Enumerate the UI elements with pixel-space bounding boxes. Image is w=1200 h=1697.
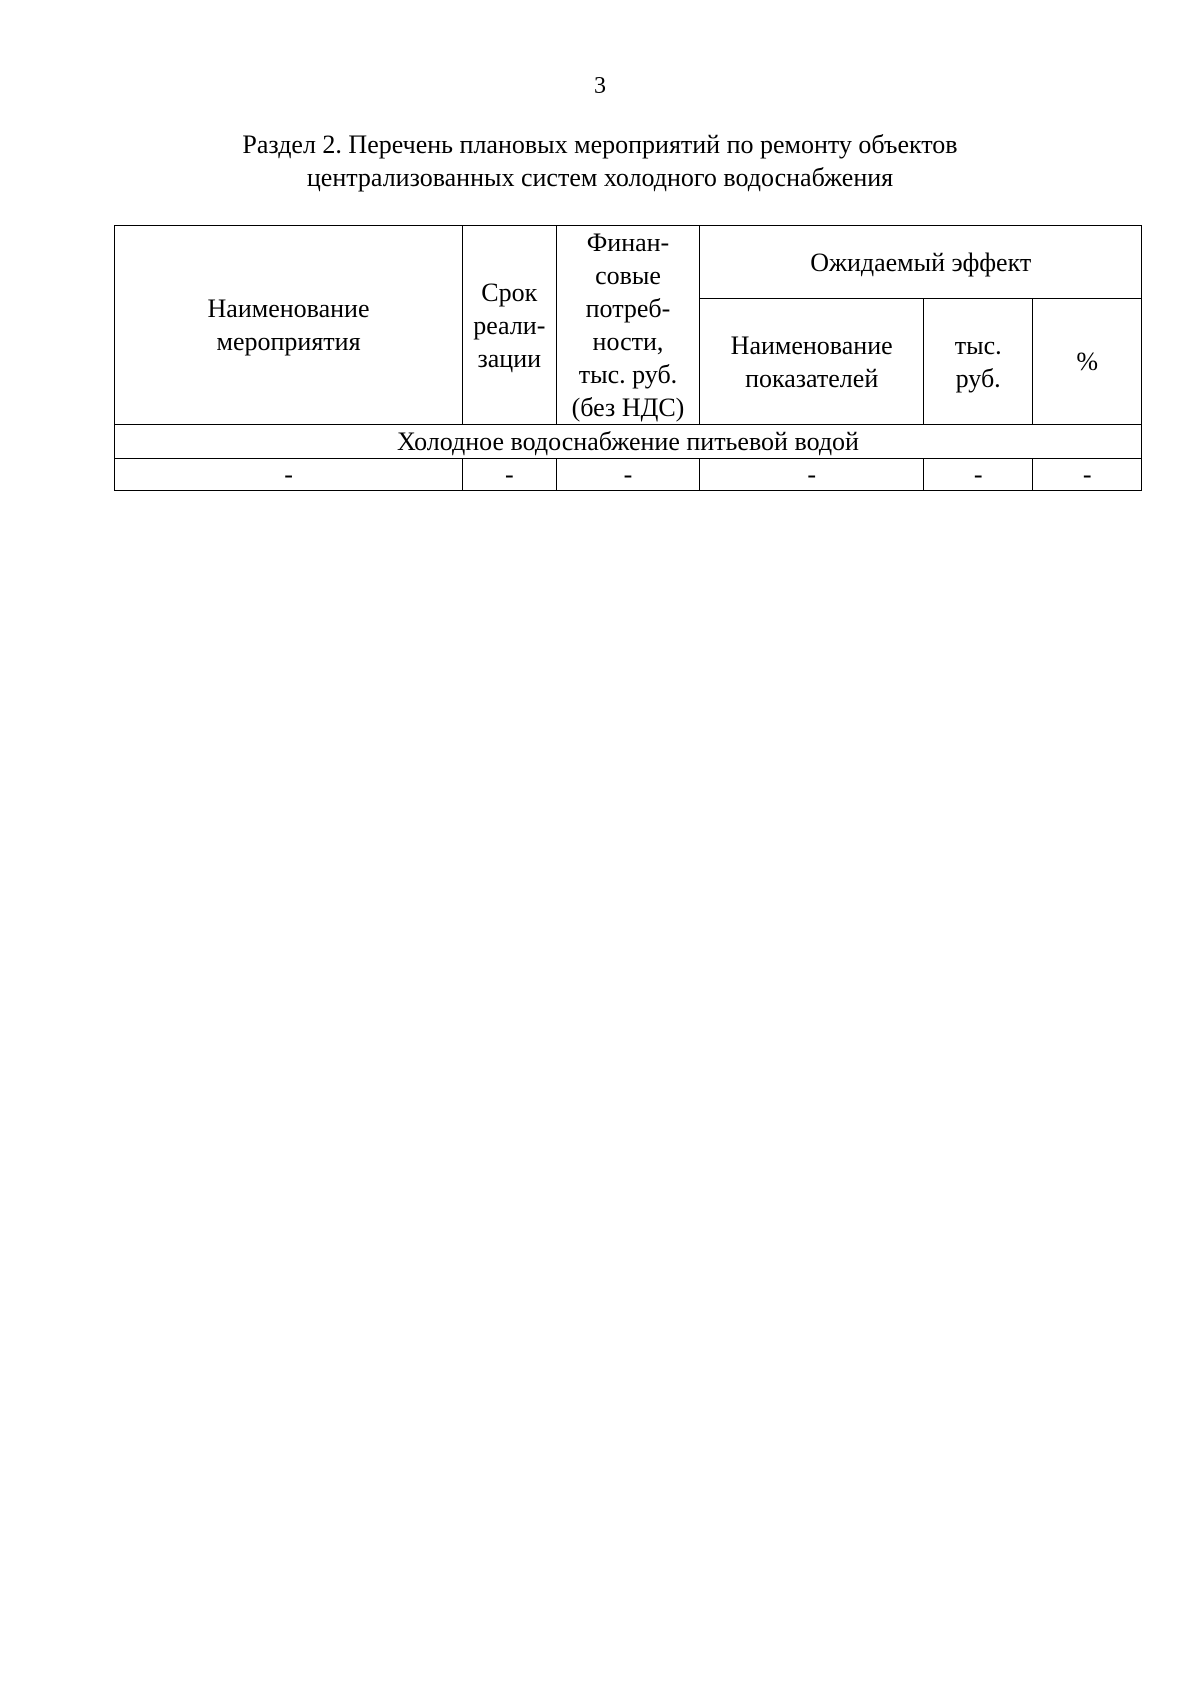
section-title-line-2: централизованных систем холодного водоснабжения: [306, 163, 894, 192]
section-title: [0, 128, 1200, 194]
header-thousand-rub-line: руб.: [955, 363, 1001, 393]
page-number: 3: [594, 73, 606, 99]
header-measure-name-line: мероприятия: [216, 327, 361, 356]
header-indicators-line: показателей: [745, 363, 879, 393]
header-term-line: Срок: [481, 277, 538, 307]
header-finance-line: совые: [595, 261, 661, 290]
header-percent: %: [1033, 299, 1142, 425]
table-row: [115, 459, 1142, 491]
table-cell: -: [700, 459, 923, 491]
table-cell: -: [115, 459, 463, 491]
header-expected-effect: Ожидаемый эффект: [700, 226, 1142, 299]
group-row-label: Холодное водоснабжение питьевой водой: [115, 425, 1142, 459]
table-cell: -: [556, 459, 700, 491]
table-cell: -: [1033, 459, 1142, 491]
header-thousand-rub: [923, 299, 1033, 425]
header-indicators: [700, 299, 923, 425]
table-cell: -: [923, 459, 1033, 491]
table-cell: -: [463, 459, 556, 491]
header-term-line: зации: [477, 343, 542, 373]
header-finance-line: Финан-: [586, 228, 670, 257]
header-finance-line: тыс. руб.: [578, 360, 678, 389]
header-term-line: реали-: [473, 310, 546, 340]
header-indicators-line: Наименование: [730, 330, 893, 360]
header-finance-line: (без НДС): [571, 393, 685, 422]
header-measure-name: [115, 226, 463, 425]
header-measure-name-line: Наименование: [207, 294, 370, 323]
measures-table: [114, 225, 1142, 491]
header-thousand-rub-line: тыс.: [954, 330, 1002, 360]
header-finance-line: потреб-: [585, 294, 671, 323]
section-title-line-1: Раздел 2. Перечень плановых мероприятий по ремонту объектов: [242, 130, 958, 159]
header-finance-line: ности,: [592, 327, 664, 356]
header-finance: [556, 226, 700, 425]
header-term: [463, 226, 556, 425]
